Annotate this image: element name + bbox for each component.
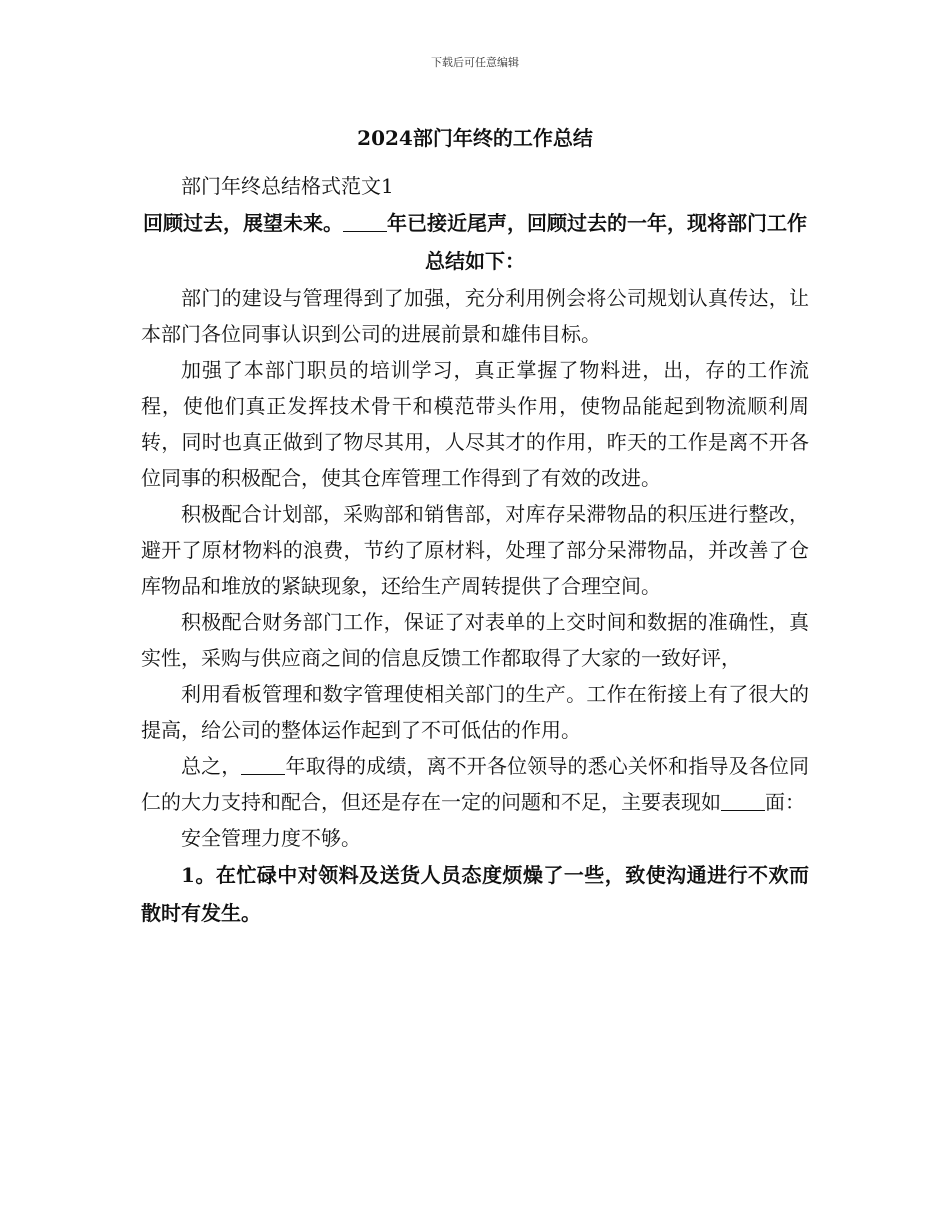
intro-paragraph [141, 204, 809, 280]
intro-text-a: 回顾过去，展望未来。 [143, 211, 343, 235]
paragraph-4: 积极配合财务部门工作，保证了对表单的上交时间和数据的准确性，真实性，采购与供应商之间的信息反馈工作都取得了大家的一致好评， [141, 610, 809, 670]
blank-line [343, 211, 387, 232]
paragraph-6 [141, 748, 809, 820]
paragraph-1: 部门的建设与管理得到了加强，充分利用例会将公司规划认真传达，让本部门各位同事认识到公司的进展前景和雄伟目标。 [141, 286, 809, 346]
para6-text-b: 年取得的成绩，离不开各位领导的悉心关怀和指导及各位同仁的大力支持和配合，但还是存在一定的问题和不足，主要表现如 [141, 754, 810, 814]
subtitle: 部门年终总结格式范文1 [181, 174, 394, 198]
para6-text-c: 面： [765, 790, 805, 814]
para6-text-a: 总之， [181, 754, 242, 778]
header-note: 下载后可任意编辑 [431, 56, 519, 69]
blank-line [241, 754, 285, 775]
paragraph-5: 利用看板管理和数字管理使相关部门的生产。工作在衔接上有了很大的提高，给公司的整体运作起到了不可低估的作用。 [141, 682, 809, 742]
paragraph-7: 安全管理力度不够。 [181, 826, 361, 850]
paragraph-8: 1。在忙碌中对领料及送货人员态度烦燥了一些，致使沟通进行不欢而散时有发生。 [141, 863, 809, 925]
paragraph-2: 加强了本部门职员的培训学习，真正掌握了物料进，出，存的工作流程，使他们真正发挥技术骨干和模范带头作用，使物品能起到物流顺利周转，同时也真正做到了物尽其用，人尽其才的作用，昨天的工作是离不开各位同事的积极配合，使其仓库管理工作得到了有效的改进。 [141, 358, 809, 490]
paragraph-3: 积极配合计划部，采购部和销售部，对库存呆滞物品的积压进行整改，避开了原材物料的浪费，节约了原材料，处理了部分呆滞物品，并改善了仓库物品和堆放的紧缺现象，还给生产周转提供了合理空间。 [141, 502, 809, 598]
document-title: 2024部门年终的工作总结 [357, 126, 593, 150]
blank-line [721, 790, 765, 811]
document-body [141, 168, 809, 932]
intro-text-b: 年已接近尾声，回顾过去的一年，现将部门工作总结如下： [387, 211, 807, 273]
